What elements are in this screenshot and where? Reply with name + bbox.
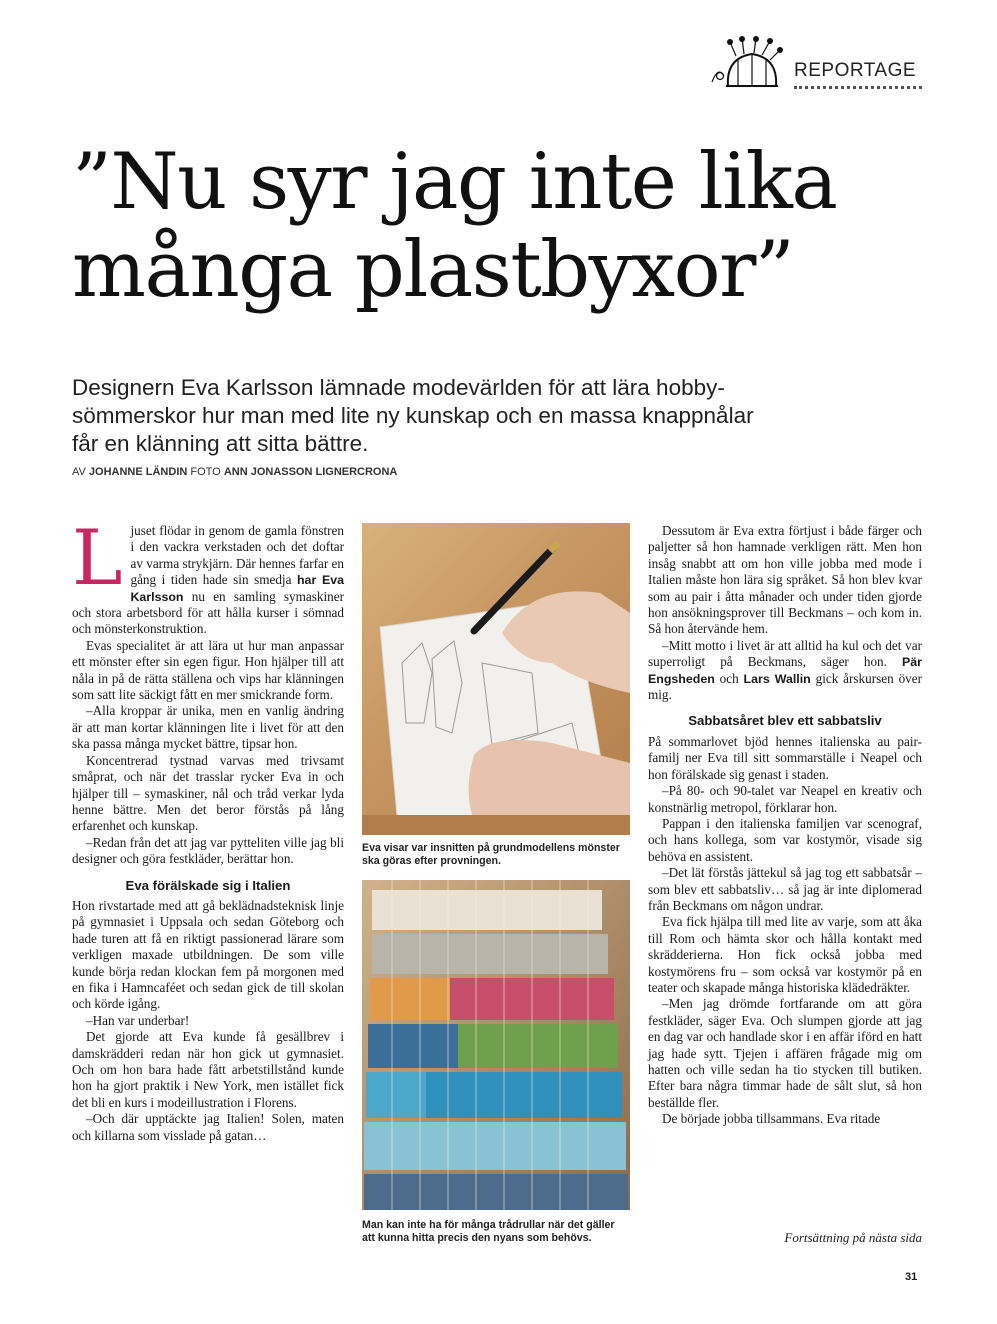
body-paragraph: Koncentrerad tystnad varvas med trivsamt småprat, och när det trasslar rycker Eva in och hjälper till – symaskiner, nål och tråd verkar lyda henne bättre. Men det beror förstås på lång erfarenhet och kunskap. (72, 752, 344, 834)
subheading: Sabbatsåret blev ett sabbatsliv (688, 713, 882, 729)
person-name: Lars Wallin (743, 671, 811, 686)
body-text: nu en samling symaskiner och stora arbetsbord för att hålla kurser i sömnad och mönsterkonstruktion. (72, 588, 344, 637)
body-paragraph: –Och där upptäckte jag Italien! Solen, maten och killarna som visslade på gatan… (72, 1111, 344, 1143)
byline-photographer: ANN JONASSON LIGNERCRONA (223, 466, 398, 478)
person-name: Pär Engsheden (648, 655, 922, 686)
headline (72, 138, 952, 314)
drawing-illustration (362, 523, 630, 835)
photo-caption: Eva visar var insnitten på grundmodellens mönster ska göras efter provningen. (362, 842, 620, 867)
lead-line: får en klänning att sitta bättre. (72, 431, 369, 456)
body-paragraph: De började jobba tillsammans. Eva ritade (662, 1111, 881, 1127)
lead-paragraph (72, 374, 772, 458)
continued-note: Fortsättning på nästa sida (784, 1230, 922, 1245)
body-paragraph: Pappan i den italienska familjen var scenograf, och hans kollega, som var kostymör, visade sig behöva en assistent. (648, 815, 922, 864)
body-paragraph: –Alla kroppar är unika, men en vanlig ändring är att man kortar klänningen lite i livet för att den ska passa många mycket bättre, tipsar hon. (72, 703, 344, 752)
spools-illustration (362, 880, 630, 1210)
body-paragraph: Eva fick hjälpa till med lite av varje, som att åka till Rom och hämta skor och hålla kontakt med skrädderierna. Hon fick också jobba med kostymörens fru – som också var kostymör på en teater och skapade många historiska klädedräkter. (648, 914, 922, 995)
section-tag (708, 36, 922, 96)
photo-drawing-pattern (362, 523, 630, 835)
person-name: har Eva Karlsson (130, 573, 344, 604)
body-paragraph: –Det lät förstås jättekul så jag tog ett sabbatsår – som blev ett sabbatsliv… så jag är inte diplomerad från Beckmans om någon undrar. (648, 865, 922, 913)
body-paragraph (72, 513, 344, 638)
photo-thread-spools (362, 880, 630, 1210)
body-paragraph: –Han var underbar! (86, 1012, 190, 1028)
subheading: Eva förälskade sig i Italien (125, 877, 291, 893)
body-paragraph: –På 80- och 90-talet var Neapel en kreativ och konstnärlig metropol, förklarar hon. (648, 783, 922, 815)
lead-line: sömmerskor hur man med lite ny kunskap och en massa knappnålar (72, 403, 754, 428)
byline (72, 466, 397, 478)
body-text: gick årskursen över mig. (648, 670, 922, 703)
body-paragraph: Hon rivstartade med att gå beklädnadsteknisk linje på gymnasiet i Uppsala och sedan Göteborg och hade turen att få en riktigt passionerad lärare som verkligen maxade utbildningen. De som ville kunde börja redan klockan fem på morgonen med en fika i Hamncaféet och sedan gick de till skolan och körde igång. (72, 897, 344, 1012)
body-paragraph: –Redan från det att jag var pytteliten ville jag bli designer och göra festkläder, berättar hon. (72, 834, 344, 867)
body-column-3 (648, 523, 922, 1128)
body-text: juset flödar in genom de gamla fönstren i den vackra verkstaden och det doftar av varma strykjärn. Där hennes farfar en gång i tiden hade sin smedja (130, 523, 344, 588)
byline-author: JOHANNE LÄNDIN (88, 466, 188, 478)
headline-line: ”Nu syr jag inte lika (72, 137, 837, 227)
body-text: och (714, 670, 744, 686)
headline-line: många plastbyxor” (72, 225, 794, 315)
body-paragraph: Det gjorde att Eva kunde få gesällbrev i damskrädderi redan när hon gick ut gymnasiet. Och om hon bara hade fått arbetstillstånd kunde hon ha gjort praktik i New York, men istället fick det bli en kurs i modeillustration i Florens. (72, 1029, 344, 1110)
lead-line: Designern Eva Karlsson lämnade modevärlden för att lära hobby- (72, 375, 725, 400)
pincushion-icon (708, 36, 788, 92)
page-number: 31 (905, 1271, 918, 1283)
body-paragraph (648, 638, 922, 704)
body-paragraph: –Men jag drömde fortfarande om att göra festkläder, säger Eva. Och slumpen gjorde att jag en dag var och handlade skor i en affär iförd en hatt jag hade sytt. Tjejen i affären frågade mig om hatten och ville sedan ha tio stycken till butiken. Efter bara några timmar hade de sålt slut, så hon beställde fler. (648, 996, 922, 1110)
body-paragraph: Dessutom är Eva extra förtjust i både färger och paljetter så hon hamnade verkligen rätt. Men hon insåg snabbt att om hon ville jobba med mode i Italien måste hon lära sig språket. Så hon blev kvar som au pair i åtta månader och under tiden gjorde hon ansökningsprover till Beckmans – och kom in. Så hon återvände hem. (648, 523, 922, 637)
body-paragraph: På sommarlovet bjöd hennes italienska au pair-familj ner Eva till sitt sommarställe i Neapel och hon förälskade sig genast i staden. (648, 733, 922, 782)
section-divider (794, 86, 922, 90)
section-label: REPORTAGE (794, 60, 917, 81)
drop-cap: L (72, 513, 123, 602)
byline-by: AV (72, 466, 86, 478)
body-column-1 (72, 513, 344, 1144)
byline-photo: FOTO (190, 466, 221, 478)
body-paragraph: Evas specialitet är att lära ut hur man anpassar ett mönster efter sin egen figur. Hon hjälper till att nåla in på de rätta ställena och vips har klänningen som satt lite säckigt fått en mer smickrande form. (72, 637, 344, 703)
photo-caption: Man kan inte ha för många trådrullar när det gäller att kunna hitta precis den nyans som behövs. (362, 1219, 615, 1244)
body-text: –Mitt motto i livet är att alltid ha kul och det var superroligt på Beckmans, säger hon. (648, 637, 922, 670)
